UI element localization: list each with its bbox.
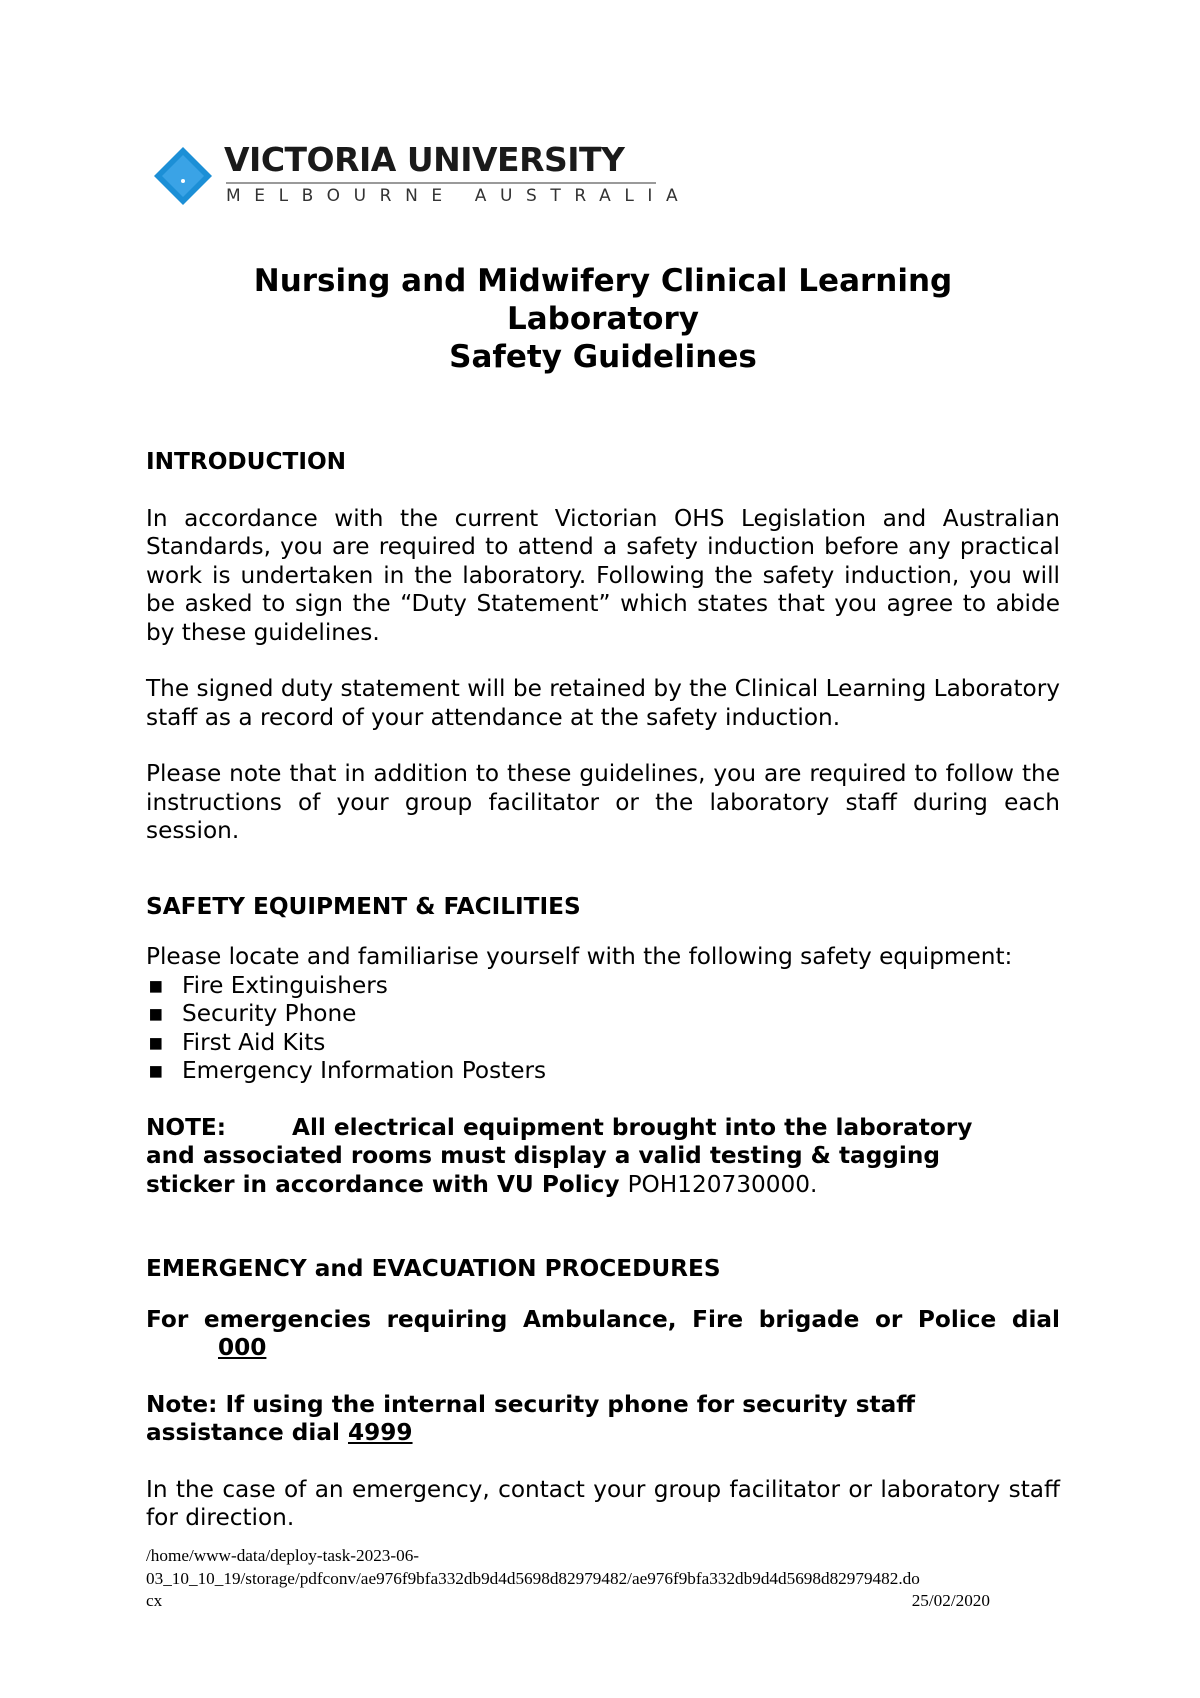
security-note-line-1: Note: If using the internal security phone for security staff	[146, 1390, 916, 1418]
safety-equipment-heading: SAFETY EQUIPMENT & FACILITIES	[146, 892, 581, 920]
diamond-logo-icon	[152, 145, 214, 207]
policy-code: POH120730000.	[627, 1170, 818, 1198]
file-path-line-2: 03_10_10_19/storage/pdfconv/ae976f9bfa332db9d4d5698d82979482/ae976f9bfa332db9d4d5698d82979482.do	[146, 1568, 920, 1588]
list-item: ▪ Emergency Information Posters	[148, 1057, 547, 1084]
safety-equipment-intro: Please locate and familiarise yourself with the following safety equipment:	[146, 943, 1013, 970]
note-line-1: All electrical equipment brought into the laboratory	[292, 1113, 973, 1141]
document-body	[146, 448, 1060, 1533]
emergency-heading: EMERGENCY and EVACUATION PROCEDURES	[146, 1255, 721, 1282]
document-title	[146, 262, 1060, 376]
emergency-dial-line: For emergencies requiring Ambulance, Fire brigade or Police dial	[146, 1305, 1060, 1333]
logo-tagline: MELBOURNE AUSTRALIA	[226, 186, 692, 206]
emergency-number: 000	[218, 1334, 267, 1361]
note-line-3: sticker in accordance with VU Policy	[146, 1170, 628, 1198]
square-bullet-icon: ▪	[148, 1057, 164, 1084]
title-line-2: Laboratory	[507, 301, 699, 337]
document-footer	[146, 1545, 1066, 1613]
introduction-paragraph-1: In accordance with the current Victorian OHS Legislation and Australian Standards, you are required to attend a safety induction before any practical work is undertaken in the laboratory. Following the safety induction, you will be asked to sign the “Duty Statement” which states that you agree to abide by these guidelines.	[146, 504, 1060, 646]
introduction-paragraph-3: Please note that in addition to these guidelines, you are required to follow the instructions of your group facilitator or the laboratory staff during each session.	[146, 760, 1060, 844]
introduction-paragraph-2: The signed duty statement will be retained by the Clinical Learning Laboratory staff as a record of your attendance at the safety induction.	[146, 675, 1060, 731]
title-line-3: Safety Guidelines	[449, 339, 757, 375]
square-bullet-icon: ▪	[148, 1028, 164, 1056]
safety-equipment-list	[146, 972, 1060, 1086]
title-line-1: Nursing and Midwifery Clinical Learning	[253, 263, 953, 299]
list-item: ▪ Security Phone	[148, 1000, 357, 1027]
electrical-note	[146, 1114, 1060, 1200]
list-item: ▪ First Aid Kits	[148, 1028, 326, 1056]
square-bullet-icon: ▪	[148, 1000, 164, 1027]
university-logo	[152, 140, 692, 210]
square-bullet-icon: ▪	[148, 971, 164, 999]
logo-wordmark: VICTORIA UNIVERSITY	[224, 140, 625, 179]
footer-date: 25/02/2020	[911, 1591, 990, 1610]
introduction-heading: INTRODUCTION	[146, 448, 347, 475]
note-line-2: and associated rooms must display a valid testing & tagging	[146, 1142, 940, 1169]
list-item: ▪ Fire Extinguishers	[148, 971, 388, 999]
note-label: NOTE:	[146, 1113, 227, 1141]
file-path-line-1: /home/www-data/deploy-task-2023-06-	[146, 1546, 420, 1565]
security-note-line-2: assistance dial	[146, 1419, 348, 1446]
security-number: 4999	[348, 1419, 413, 1446]
file-path-line-3: cx	[146, 1591, 163, 1610]
emergency-paragraph: In the case of an emergency, contact your group facilitator or laboratory staff for direction.	[146, 1475, 1060, 1531]
